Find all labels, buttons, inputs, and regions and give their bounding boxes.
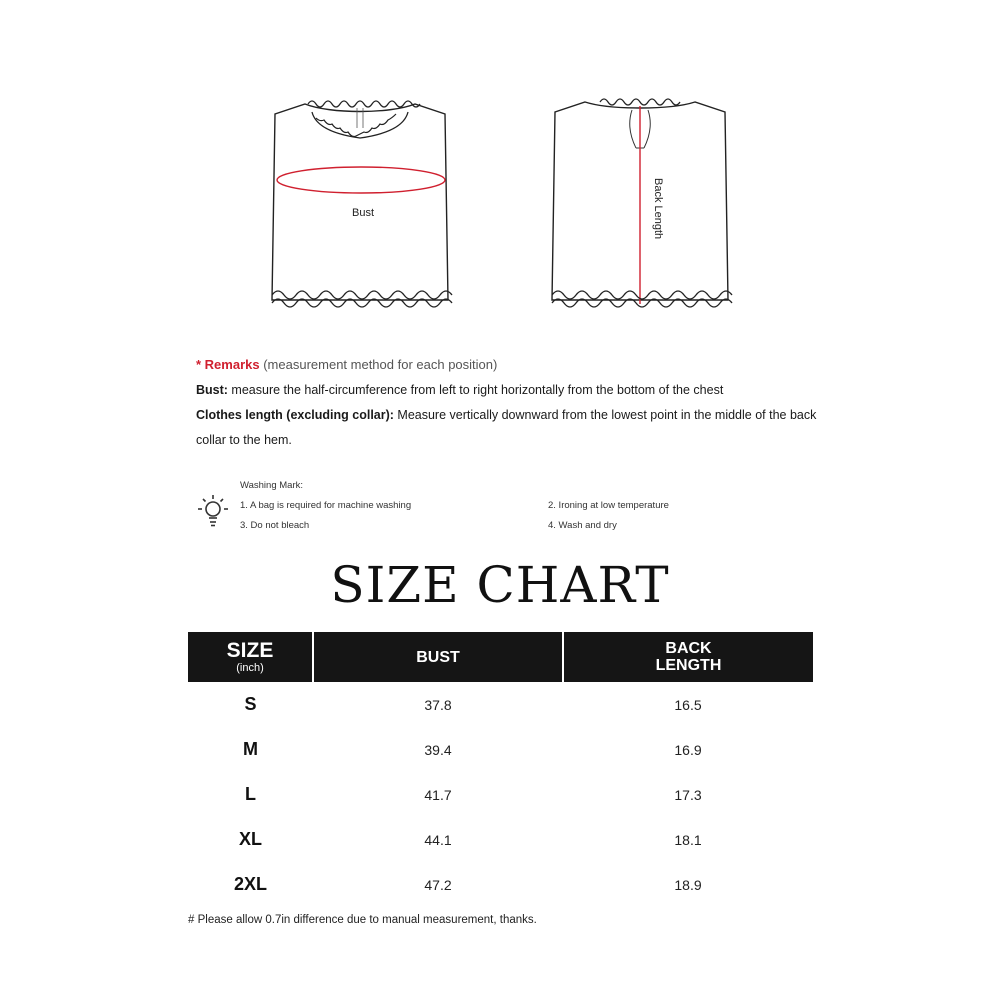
- remarks-marker: * Remarks: [196, 357, 260, 372]
- back-length-cell: 17.3: [674, 786, 702, 803]
- table-row: [188, 682, 813, 727]
- length-remark-text: Measure vertically downward from the lowest point in the middle of the back: [393, 408, 817, 422]
- size-cell: L: [245, 784, 256, 804]
- back-length-cell: 16.5: [674, 696, 702, 713]
- back-length-label: Back Length: [652, 178, 664, 240]
- size-cell: XL: [238, 829, 262, 849]
- length-remark-continued: collar to the hem.: [196, 433, 292, 447]
- bust-remark: [196, 378, 836, 403]
- washing-item-1: 1. A bag is required for machine washing: [240, 500, 412, 511]
- bust-cell: 44.1: [424, 831, 452, 848]
- lightbulb-icon: [196, 494, 230, 532]
- back-length-cell: 18.1: [674, 831, 702, 848]
- size-chart-title: SIZE CHART: [330, 556, 670, 614]
- back-length-header-line2: LENGTH: [655, 657, 722, 674]
- back-length-cell: 16.9: [674, 741, 702, 758]
- length-remark-label: Clothes length (excluding collar):: [196, 408, 394, 422]
- bust-label: Bust: [351, 207, 375, 219]
- size-header-label: SIZE: [226, 639, 274, 662]
- bust-cell: 37.8: [424, 696, 452, 713]
- size-cell: M: [243, 739, 258, 759]
- remarks-heading: [196, 352, 836, 378]
- back-length-column-header: [563, 632, 813, 682]
- footnote: # Please allow 0.7in difference due to manual measurement, thanks.: [188, 914, 537, 926]
- size-table: [188, 632, 813, 907]
- size-header-unit: (inch): [236, 662, 264, 674]
- back-length-header-line1: BACK: [665, 640, 712, 657]
- size-cell: 2XL: [233, 874, 267, 894]
- length-remark: [196, 403, 836, 428]
- table-row: [188, 817, 813, 862]
- remarks-section: [196, 352, 836, 453]
- back-garment-diagram: [540, 90, 740, 320]
- washing-item-3: 3. Do not bleach: [240, 520, 310, 531]
- washing-mark-section: [196, 476, 836, 546]
- table-row: [188, 862, 813, 907]
- bust-remark-label: Bust:: [196, 383, 228, 397]
- size-cell: S: [244, 694, 257, 714]
- bust-remark-text: measure the half-circumference from left to right horizontally from the bottom of the chest: [227, 383, 724, 397]
- table-row: [188, 727, 813, 772]
- table-row: [188, 772, 813, 817]
- back-length-cell: 18.9: [674, 876, 702, 893]
- bust-cell: 41.7: [424, 786, 452, 803]
- front-garment-diagram: [260, 90, 460, 320]
- washing-item-4: 4. Wash and dry: [548, 520, 617, 531]
- bust-column-header: BUST: [313, 632, 563, 682]
- size-table-header: [188, 632, 813, 682]
- washing-mark-title: Washing Mark:: [240, 480, 303, 491]
- bust-cell: 39.4: [424, 741, 452, 758]
- bust-cell: 47.2: [424, 876, 452, 893]
- size-column-header: [188, 632, 313, 682]
- remarks-note: (measurement method for each position): [259, 357, 498, 372]
- washing-item-2: 2. Ironing at low temperature: [548, 500, 669, 511]
